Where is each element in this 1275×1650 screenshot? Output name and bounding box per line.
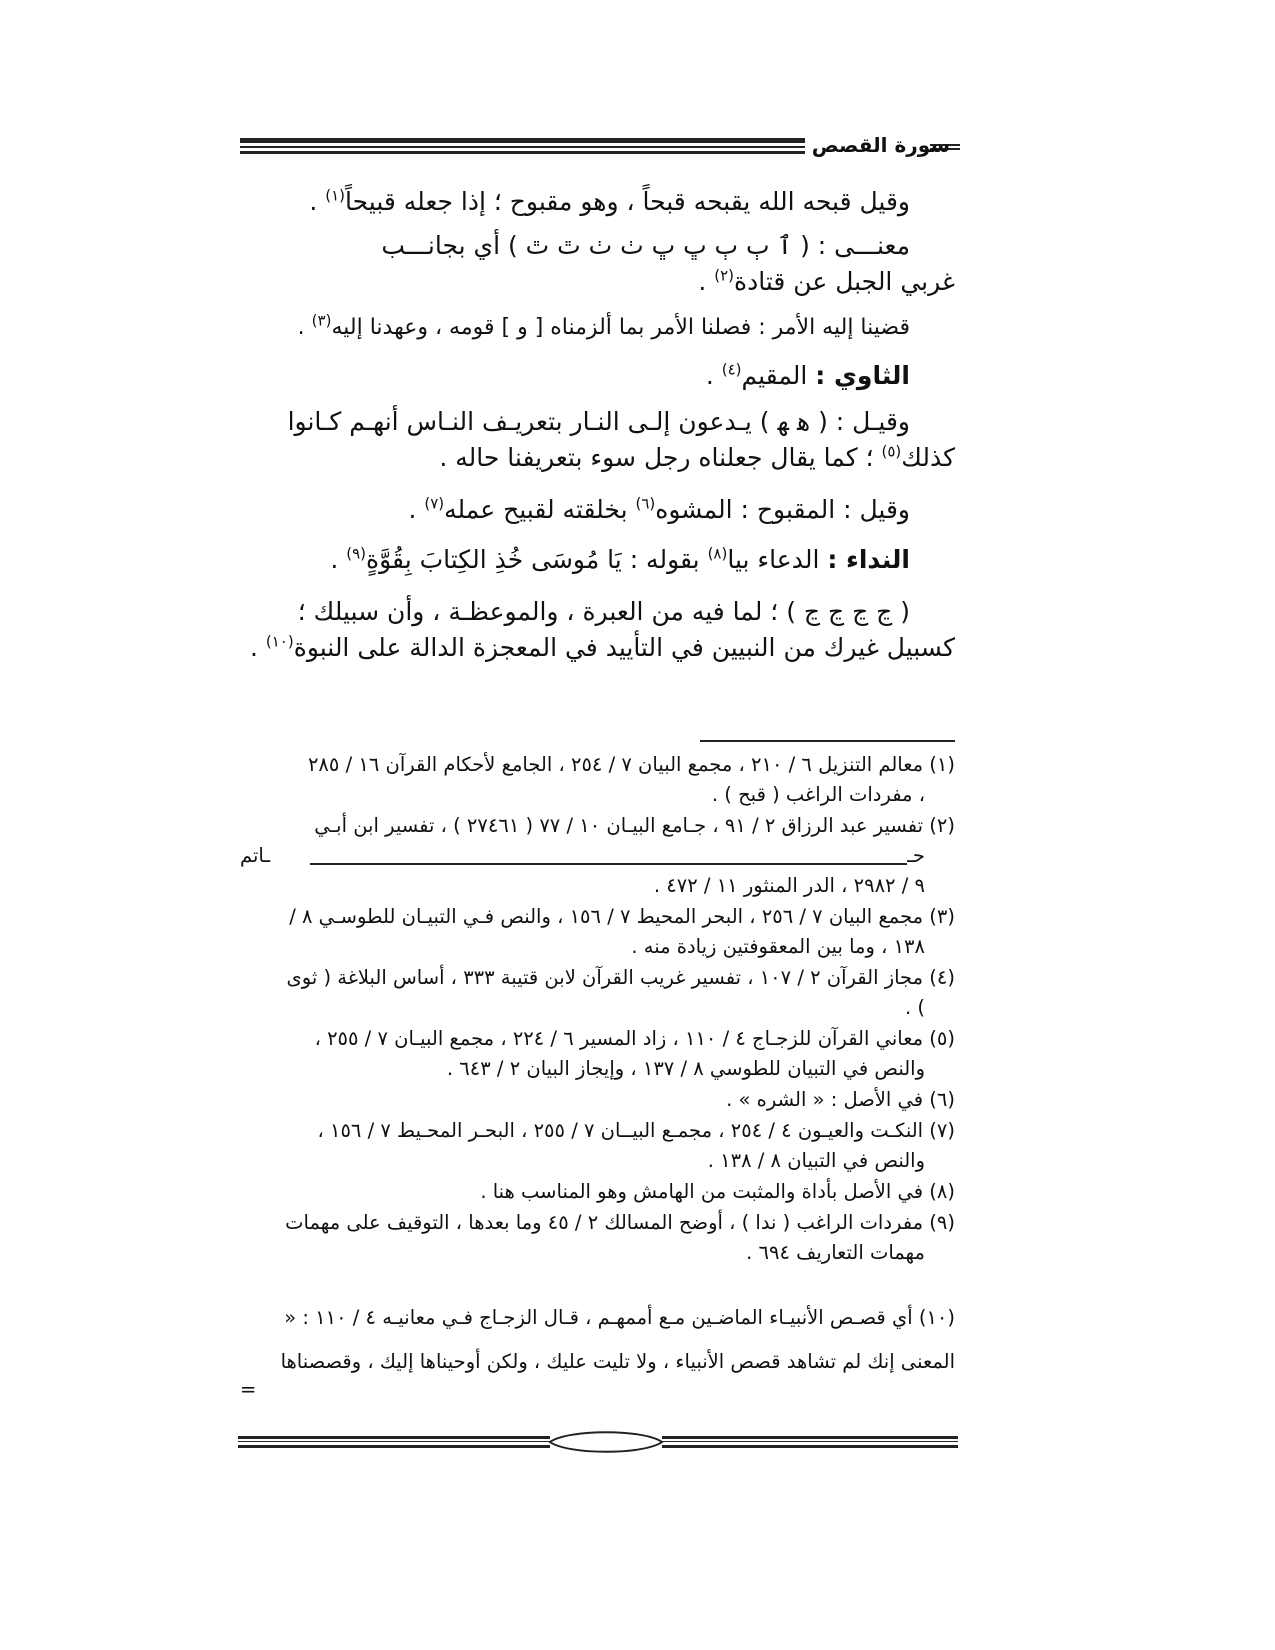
footnote-6: (٦) في الأصل : « الشره » . xyxy=(726,1088,955,1111)
paragraph-1 xyxy=(240,180,955,224)
footnote-1: (١) معالم التنزيل ٦ / ٢١٠ ، مجمع البيان ٧ / ٢٥٤ ، الجامع لأحكام القرآن ١٦ / ٢٨٥ ، مفردات الراغب ( قبح ) . xyxy=(307,753,955,806)
footnote-separator xyxy=(700,740,955,742)
footnote-ref-8: (٨) xyxy=(707,544,728,563)
footnote-3: (٣) مجمع البيان ٧ / ٢٥٦ ، البحر المحيط ٧ / ١٥٦ ، والنص فـي التبيـان للطوسـي ٨ / ١٣٨ ، وما بين المعقوفتين زيادة منه . xyxy=(289,905,955,958)
p1-end: . xyxy=(309,187,326,216)
footnote-9: (٩) مفردات الراغب ( ندا ) ، أوضح المسالك ٢ / ٤٥ وما بعدها ، التوقيف على مهمات مهمات التعاريف ٦٩٤ . xyxy=(285,1211,955,1264)
main-text xyxy=(240,180,955,666)
footnote-ref-3: (٣) xyxy=(311,311,332,330)
page-number-oval-ornament xyxy=(548,1427,664,1457)
footnote-ref-9: (٩) xyxy=(346,544,367,563)
footnote-ref-1: (١) xyxy=(325,186,346,205)
p5-line2b: ؛ كما يقال جعلناه رجل سوء بتعريفنا حاله . xyxy=(439,443,882,472)
tatweel-stroke xyxy=(310,863,907,865)
footnote-10 xyxy=(240,1300,955,1408)
term-nida: النداء : xyxy=(827,545,910,574)
footnote-10-continuation-mark: = xyxy=(240,1378,257,1401)
p7-end: . xyxy=(330,545,347,574)
p5-line1: وقيـل : ( ﮬ ﮭ ) يـدعون إلـى النـار بتعريـف النـاس أنهـم كـانوا xyxy=(287,407,910,436)
footnote-8: (٨) في الأصل بأداة والمثبت من الهامش وهو المناسب هنا . xyxy=(480,1180,955,1203)
footnote-10-line2: المعنى إنك لم تشاهد قصص الأنبياء ، ولا تليت عليك ، ولكن أوحيناها إليك ، وقصصناها xyxy=(280,1350,955,1373)
paragraph-3 xyxy=(240,304,955,352)
p4-text: المقيم xyxy=(741,361,816,390)
footnote-2-tatweel-line: حـ ـاتم xyxy=(240,844,925,867)
paragraph-5 xyxy=(240,404,955,440)
footnote-10-line1: (١٠) أي قصـص الأنبيـاء الماضـين مـع أممهـم ، قـال الزجـاج فـي معانيـه ٤ / ١١٠ : « xyxy=(284,1306,955,1329)
p6-end: . xyxy=(408,495,425,524)
p6-b: بخلقته لقبيح عمله xyxy=(444,495,636,524)
paragraph-7 xyxy=(240,534,955,586)
header-rule-left xyxy=(240,138,805,154)
p3-text: قضينا إليه الأمر : فصلنا الأمر بما ألزمناه [ و ] قومه ، وعهدنا إليه xyxy=(331,315,910,340)
p6-a: وقيل : المقبوح : المشوه xyxy=(655,495,910,524)
p7-a: الدعاء بيا xyxy=(727,545,828,574)
footnote-ref-6: (٦) xyxy=(635,494,656,513)
footnote-ref-2: (٢) xyxy=(714,266,735,285)
p5-line2a: كذلك xyxy=(901,443,955,472)
footnote-ref-10: (١٠) xyxy=(265,632,294,651)
p3-end: . xyxy=(297,315,312,340)
term-thawi: الثاوي : xyxy=(815,361,910,390)
footnote-ref-7: (٧) xyxy=(424,494,445,513)
p8-end: . xyxy=(249,633,266,662)
paragraph-6 xyxy=(240,486,955,534)
page-title: سورة القصص xyxy=(811,133,950,157)
paragraph-8-cont xyxy=(240,630,955,666)
footnote-7: (٧) النكـت والعيـون ٤ / ٢٥٤ ، مجمـع البيــان ٧ / ٢٥٥ ، البحـر المحـيط ٧ / ١٥٦ ، والنص في التبيان ٨ / ١٣٨ . xyxy=(317,1119,955,1172)
footnotes xyxy=(240,750,955,1269)
p2-line1: معنـــى : ( ٱ ٻ ٻ ڀ ڀ ٺ ٺ ٿ ٿ ) أي بجانـــب xyxy=(381,231,910,260)
p2-line2: غربي الجبل عن قتادة xyxy=(734,267,955,296)
paragraph-2-cont xyxy=(240,264,955,300)
paragraph-4 xyxy=(240,352,955,400)
footer-rule-left xyxy=(238,1436,550,1448)
p8-line1: ( ڃ ڃ ڃ ڃ ) ؛ لما فيه من العبرة ، والموعظـة ، وأن سبيلك ؛ xyxy=(297,597,910,626)
p8-line2: كسبيل غيرك من النبيين في التأييد في المعجزة الدالة على النبوة xyxy=(293,633,955,662)
p4-end: . xyxy=(705,361,722,390)
p7-b: بقوله : يَا مُوسَى خُذِ الكِتابَ بِقُوَّةٍ xyxy=(366,545,708,574)
paragraph-2 xyxy=(240,228,955,264)
p2-end: . xyxy=(698,267,715,296)
p1-text: وقيل قبحه الله يقبحه قبحاً ، وهو مقبوح ؛ إذا جعله قبيحاً xyxy=(345,187,910,216)
paragraph-8 xyxy=(240,594,955,630)
footnote-4: (٤) مجاز القرآن ٢ / ١٠٧ ، تفسير غريب القرآن لابن قتيبة ٣٣٣ ، أساس البلاغة ( ثوى ) . xyxy=(286,966,955,1019)
footnote-2: (٢) تفسير عبد الرزاق ٢ / ٩١ ، جـامع البيـان ١٠ / ٧٧ ( ٢٧٤٦١ ) ، تفسير ابن أبـي حـ ـاتم ٩ / ٢٩٨٢ ، الدر المنثور ١١ / ٤٧٢ . xyxy=(240,814,955,897)
footnote-ref-4: (٤) xyxy=(721,360,742,379)
footnote-ref-5: (٥) xyxy=(881,442,902,461)
paragraph-5-cont xyxy=(240,440,955,476)
footnote-5: (٥) معاني القرآن للزجـاج ٤ / ١١٠ ، زاد المسير ٦ / ٢٢٤ ، مجمع البيـان ٧ / ٢٥٥ ، والنص في التبيان للطوسي ٨ / ١٣٧ ، وإيجاز البيان ٢ / ٦٤٣ . xyxy=(314,1027,955,1080)
footer-rule-right xyxy=(662,1436,958,1448)
